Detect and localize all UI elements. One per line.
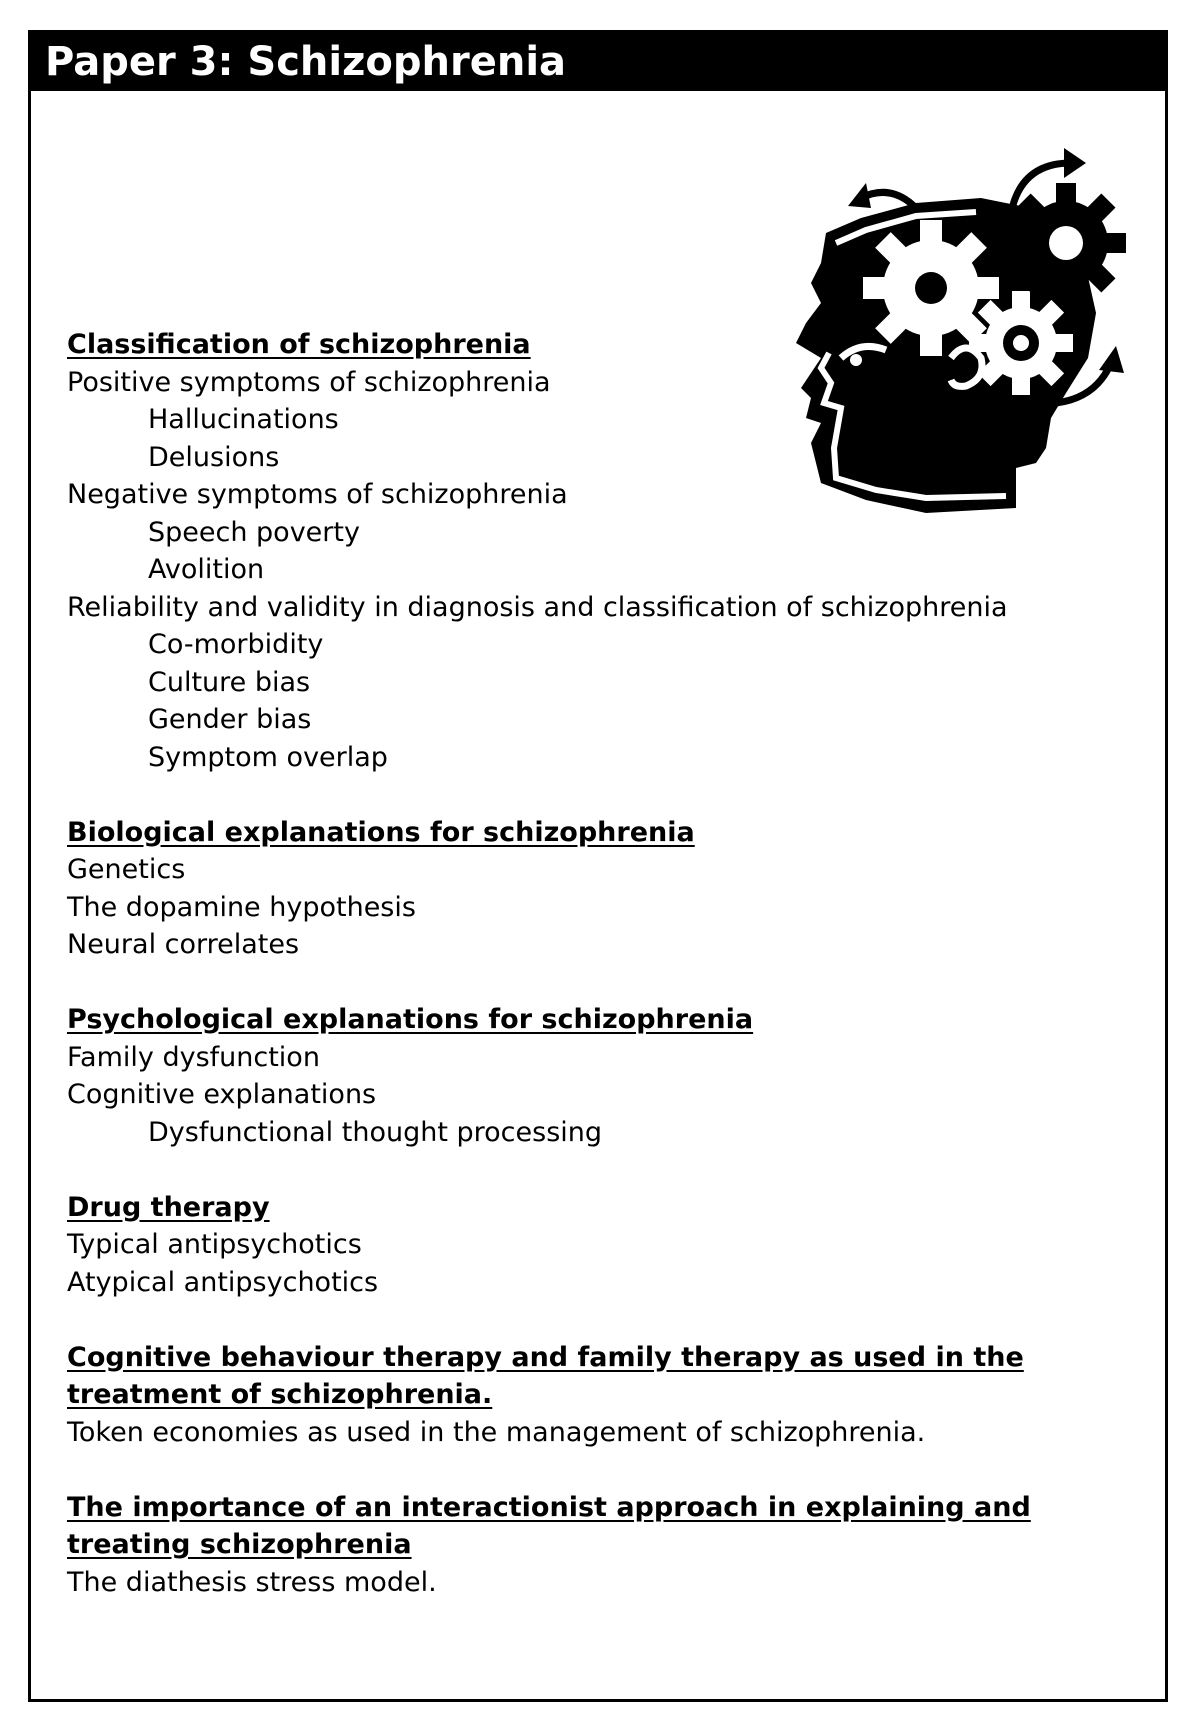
section-heading-line: Classification of schizophrenia — [67, 329, 531, 360]
syllabus-section — [67, 1001, 1147, 1151]
section-heading — [67, 1189, 1147, 1227]
section-heading — [67, 1001, 1147, 1039]
sub-topic-item: Gender bias — [148, 704, 312, 735]
sub-topic-item: Delusions — [148, 441, 280, 473]
sub-topic-item: Dysfunctional thought processing — [148, 1116, 603, 1148]
section-heading-line: Psychological explanations for schizophrenia — [67, 1004, 754, 1035]
section-heading — [67, 1339, 1147, 1414]
sub-topic-item: Symptom overlap — [148, 741, 388, 773]
syllabus-content — [67, 326, 1147, 1639]
topic-item: Cognitive explanations — [67, 1079, 377, 1110]
section-heading-line: The importance of an interactionist approach in explaining and — [67, 1491, 1031, 1523]
topic-item: Typical antipsychotics — [67, 1229, 362, 1260]
topic-item: Family dysfunction — [67, 1041, 320, 1073]
page-title: Paper 3: Schizophrenia — [31, 33, 1165, 91]
section-heading-line: treatment of schizophrenia. — [67, 1379, 493, 1410]
section-heading — [67, 1489, 1147, 1564]
section-heading-line: Drug therapy — [67, 1191, 270, 1223]
section-heading — [67, 814, 1147, 852]
syllabus-section — [67, 1189, 1147, 1302]
syllabus-section — [67, 814, 1147, 964]
page-frame — [28, 30, 1168, 1702]
topic-item: Positive symptoms of schizophrenia — [67, 366, 551, 398]
syllabus-section — [67, 1339, 1147, 1452]
sub-topic-item: Avolition — [148, 554, 265, 585]
topic-item: Token economies as used in the management of schizophrenia. — [67, 1416, 926, 1448]
topic-item: The diathesis stress model. — [67, 1566, 437, 1598]
topic-item: Negative symptoms of schizophrenia — [67, 479, 568, 510]
sub-topic-item: Co-morbidity — [148, 629, 324, 660]
sub-topic-item: Culture bias — [148, 666, 311, 698]
sub-topic-item: Hallucinations — [148, 404, 339, 435]
section-heading — [67, 326, 1147, 364]
topic-item: Reliability and validity in diagnosis and classification of schizophrenia — [67, 591, 1008, 623]
sub-topic-item: Speech poverty — [148, 516, 360, 548]
topic-item: Genetics — [67, 854, 186, 885]
section-heading-line: Biological explanations for schizophrenia — [67, 816, 695, 848]
syllabus-section — [67, 326, 1147, 776]
syllabus-section — [67, 1489, 1147, 1602]
section-heading-line: treating schizophrenia — [67, 1529, 412, 1560]
section-heading-line: Cognitive behaviour therapy and family therapy as used in the — [67, 1341, 1024, 1373]
topic-item: Atypical antipsychotics — [67, 1266, 379, 1298]
topic-item: The dopamine hypothesis — [67, 891, 416, 923]
topic-item: Neural correlates — [67, 929, 300, 960]
